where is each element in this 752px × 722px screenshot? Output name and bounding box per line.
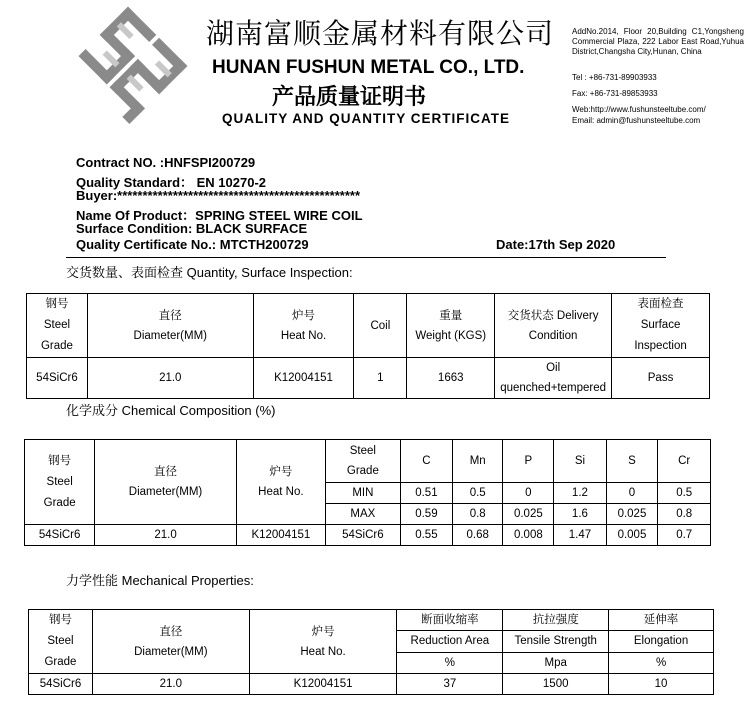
max-si: 1.6 [554, 504, 606, 525]
table-row [29, 610, 714, 631]
cell-grade: 54SiCr6 [25, 525, 95, 546]
min-mn: 0.5 [453, 483, 503, 504]
quantity-section-title: 交货数量、表面检查 Quantity, Surface Inspection: [66, 265, 353, 280]
max-p: 0.025 [503, 504, 554, 525]
cell-heat-no: K12004151 [249, 674, 397, 695]
table-row [25, 440, 711, 483]
cell-delivery: Oil quenched+tempered [495, 358, 612, 399]
cell-s: 0.005 [606, 525, 658, 546]
header-grade: 钢号 Steel Grade [29, 610, 93, 674]
chemical-section-title: 化学成分 Chemical Composition (%) [66, 403, 276, 418]
product-name: Name Of Product：SPRING STEEL WIRE COIL [76, 208, 363, 223]
max-c: 0.59 [400, 504, 452, 525]
max-mn: 0.8 [453, 504, 503, 525]
min-si: 1.2 [554, 483, 606, 504]
header-inspection: 表面检查 Surface Inspection [612, 294, 710, 358]
max-s: 0.025 [606, 504, 658, 525]
company-email: Email: admin@fushunsteeltube.com [572, 116, 701, 125]
company-address: AddNo.2014, Floor 20,Building C1,Yongsheng Commercial Plaza, 222 Labor East Road,Yuhua District,Changsha City,Hunan, China [572, 27, 744, 56]
certificate-title-cn: 产品质量证明书 [272, 84, 427, 109]
contract-number: Contract NO. :HNFSPI200729 [76, 155, 256, 170]
header-reduction-unit: % [397, 652, 503, 673]
cell-diameter: 21.0 [87, 358, 253, 399]
buyer: Buyer:************************************************ [76, 188, 361, 203]
table-row [27, 358, 710, 399]
header-steel-grade: Steel Grade [325, 440, 400, 483]
company-logo [62, 2, 194, 130]
chemical-table [24, 439, 711, 546]
cell-steel-grade: 54SiCr6 [325, 525, 400, 546]
max-cr: 0.8 [658, 504, 711, 525]
max-label: MAX [325, 504, 400, 525]
cell-inspection: Pass [612, 358, 710, 399]
cell-diameter: 21.0 [92, 674, 249, 695]
company-web: Web:http://www.fushunsteeltube.com/ [572, 105, 706, 114]
header-elongation-unit: % [609, 652, 714, 673]
quantity-table [26, 293, 710, 399]
cell-heat-no: K12004151 [253, 358, 354, 399]
header-element-mn: Mn [453, 440, 503, 483]
table-row [27, 294, 710, 358]
header-reduction-cn: 断面收缩率 [397, 610, 503, 631]
cell-tensile: 1500 [503, 674, 609, 695]
cell-coil: 1 [354, 358, 407, 399]
cell-reduction: 37 [397, 674, 503, 695]
header-tensile-en: Tensile Strength [503, 631, 609, 652]
table-row [25, 525, 711, 546]
mechanical-section-title: 力学性能 Mechanical Properties: [66, 573, 254, 588]
certificate-number: Quality Certificate No.: MTCTH200729 [76, 237, 309, 252]
quality-standard: Quality Standard： EN 10270-2 [76, 175, 267, 190]
min-s: 0 [606, 483, 658, 504]
cell-grade: 54SiCr6 [29, 674, 93, 695]
min-cr: 0.5 [658, 483, 711, 504]
header-tensile-cn: 抗拉强度 [503, 610, 609, 631]
header-reduction-en: Reduction Area [397, 631, 503, 652]
mechanical-table [28, 609, 714, 695]
header-diameter: 直径 Diameter(MM) [87, 294, 253, 358]
cell-cr: 0.7 [658, 525, 711, 546]
cell-elongation: 10 [609, 674, 714, 695]
cell-weight: 1663 [407, 358, 495, 399]
certificate-title-en: QUALITY AND QUANTITY CERTIFICATE [222, 111, 510, 126]
cell-si: 1.47 [554, 525, 606, 546]
header-element-si: Si [554, 440, 606, 483]
min-c: 0.51 [400, 483, 452, 504]
header-element-p: P [503, 440, 554, 483]
header-element-cr: Cr [658, 440, 711, 483]
header-delivery: 交货状态 Delivery Condition [495, 294, 612, 358]
header-diameter: 直径 Diameter(MM) [92, 610, 249, 674]
cell-heat-no: K12004151 [236, 525, 325, 546]
certificate-date: Date:17th Sep 2020 [496, 237, 616, 252]
header-heat-no: 炉号 Heat No. [236, 440, 325, 525]
header-elongation-en: Elongation [609, 631, 714, 652]
header-elongation-cn: 延伸率 [609, 610, 714, 631]
header-element-c: C [400, 440, 452, 483]
cell-p: 0.008 [503, 525, 554, 546]
header-coil: Coil [354, 294, 407, 358]
cell-diameter: 21.0 [95, 525, 237, 546]
company-fax: Fax: +86-731-89853933 [572, 89, 658, 98]
min-label: MIN [325, 483, 400, 504]
header-weight: 重量 Weight (KGS) [407, 294, 495, 358]
company-tel: Tel : +86-731-89903933 [572, 73, 657, 82]
min-p: 0 [503, 483, 554, 504]
header-diameter: 直径 Diameter(MM) [95, 440, 237, 525]
header-grade: 钢号 Steel Grade [25, 440, 95, 525]
table-row [29, 674, 714, 695]
header-tensile-unit: Mpa [503, 652, 609, 673]
company-name-cn: 湖南富顺金属材料有限公司 [206, 17, 555, 50]
header-heat-no: 炉号 Heat No. [249, 610, 397, 674]
surface-condition: Surface Condition: BLACK SURFACE [76, 221, 308, 236]
cell-mn: 0.68 [453, 525, 503, 546]
cell-c: 0.55 [400, 525, 452, 546]
cell-grade: 54SiCr6 [27, 358, 88, 399]
divider [66, 257, 666, 258]
header-element-s: S [606, 440, 658, 483]
header-heat-no: 炉号 Heat No. [253, 294, 354, 358]
company-name-en: HUNAN FUSHUN METAL CO., LTD. [212, 57, 525, 78]
header-grade: 钢号 Steel Grade [27, 294, 88, 358]
